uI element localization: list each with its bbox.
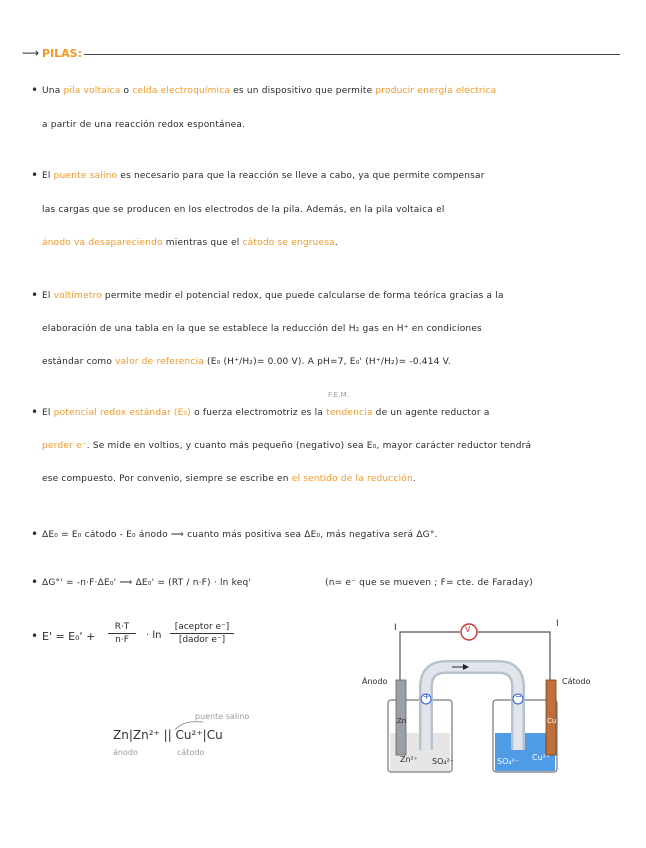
text: El	[42, 291, 54, 301]
text: .	[412, 474, 416, 484]
log-numerator: [aceptor e⁻]	[174, 622, 230, 632]
so4-left-label: SO₄²⁻	[432, 757, 455, 766]
bullet-dot: •	[31, 405, 39, 419]
voltmeter-icon: V	[465, 625, 471, 634]
p5-line: ΔE₀ = E₀ cátodo - E₀ ánodo ⟹ cuanto más positiva sea ΔE₀, más negativa será ΔG°.	[42, 530, 438, 540]
p6-right: (n= e⁻ que se mueven ; F= cte. de Faraday)	[325, 578, 533, 588]
p4-line-1	[42, 408, 490, 418]
fem-note: F.E.M.	[328, 391, 350, 399]
highlight-puente-salino: puente salino	[53, 171, 118, 181]
highlight-perder: perder e⁻	[42, 441, 87, 451]
anode-label: ánodo	[113, 748, 138, 757]
highlight-celda: celda electroquímica	[132, 86, 231, 96]
current-label-left: I	[394, 623, 397, 633]
cu-ion-label: Cu²⁺	[532, 753, 551, 762]
text: mientras que el	[162, 238, 243, 248]
current-label-right: I	[556, 619, 559, 629]
bullet-dot: •	[31, 629, 39, 643]
highlight-valor-referencia: valor de referencia	[115, 357, 204, 367]
zn-ion-label: Zn²⁺	[400, 755, 418, 764]
nernst-ln: · ln	[146, 630, 162, 641]
zn-electrode-label: Zn	[397, 717, 407, 725]
text: .	[334, 238, 338, 248]
highlight-potencial: potencial redox estándar (E₀)	[53, 408, 192, 418]
nernst-fraction	[108, 622, 136, 645]
bullet-dot: •	[31, 575, 39, 589]
p2-line-2: las cargas que se producen en los electrodos de la pila. Además, en la pila voltaica el	[42, 205, 445, 215]
fraction-denominator: n·F	[115, 635, 129, 645]
title-underline	[84, 54, 620, 55]
highlight-voltimetro: voltímetro	[53, 291, 102, 301]
p4-line-2	[42, 441, 531, 451]
text: (E₀ (H⁺/H₂)= 0.00 V). A pH=7, E₀' (H⁺/H₂)= -0.414 V.	[203, 357, 451, 367]
highlight-catodo: cátodo se engruesa	[242, 238, 335, 248]
text: El	[42, 408, 54, 418]
nernst-log-fraction	[170, 622, 234, 645]
p2-line-3	[42, 238, 338, 248]
so4-right-label: SO₄²⁻	[497, 757, 520, 766]
cathode-diagram-label: Cátodo	[562, 677, 591, 686]
salt-bridge-brace-icon	[113, 712, 273, 772]
arrow-icon: ⟶	[22, 46, 40, 60]
text: es necesario para que la reacción se lleve a cabo, ya que permite compensar	[117, 171, 485, 181]
cell-notation-main: Zn|Zn²⁺ || Cu²⁺|Cu	[113, 728, 223, 742]
bullet-dot: •	[31, 288, 39, 302]
bullet-dot: •	[31, 527, 39, 541]
highlight-sentido: el sentido de la reducción	[291, 474, 413, 484]
fraction-bar	[170, 633, 234, 634]
section-title: PILAS:	[42, 47, 82, 60]
highlight-tendencia: tendencia	[326, 408, 373, 418]
p4-line-3	[42, 474, 416, 484]
text: ese compuesto. Por convenio, siempre se escribe en	[42, 474, 292, 484]
minus-icon: −	[515, 692, 522, 701]
text: o	[120, 86, 133, 96]
plus-icon: +	[423, 692, 430, 701]
highlight-pila-voltaica: pila voltaica	[63, 86, 121, 96]
cathode-label: cátodo	[177, 748, 205, 757]
cu-electrode-label: Cu	[547, 717, 557, 725]
p1-line-1	[42, 86, 496, 96]
text: estándar como	[42, 357, 116, 367]
anode-diagram-label: Ánodo	[362, 677, 388, 686]
text: El	[42, 171, 54, 181]
fraction-bar	[108, 633, 136, 634]
bullet-dot: •	[31, 83, 39, 97]
log-denominator: [dador e⁻]	[178, 635, 226, 645]
highlight-energia: producir energía eléctrica	[375, 86, 497, 96]
section-title-row	[22, 46, 622, 62]
text: de un agente reductor a	[372, 408, 490, 418]
p3-line-2: elaboración de una tabla en la que se establece la reducción del H₂ gas en H⁺ en condiciones	[42, 324, 482, 334]
text: es un dispositivo que permite	[230, 86, 376, 96]
galvanic-cell-illustration	[360, 615, 590, 785]
text: Una	[42, 86, 64, 96]
galvanic-cell-diagram	[360, 615, 590, 785]
p3-line-3	[42, 357, 451, 367]
p2-line-1	[42, 171, 485, 181]
text: permite medir el potencial redox, que puede calcularse de forma teórica gracias a la	[101, 291, 504, 301]
p3-line-1	[42, 291, 504, 301]
nernst-lhs: E' = E₀' +	[42, 630, 96, 643]
cell-notation	[113, 712, 273, 772]
text: . Se mide en voltios, y cuanto más pequeño (negativo) sea E₀, mayor carácter reductor tendrá	[86, 441, 532, 451]
fraction-numerator: R·T	[114, 622, 130, 632]
salt-bridge-label: puente salino	[195, 712, 250, 721]
highlight-anodo: ánodo va desapareciendo	[42, 238, 163, 248]
text: o fuerza electromotriz es la	[191, 408, 327, 418]
p1-line-2: a partir de una reacción redox espontánea.	[42, 120, 246, 130]
bullet-dot: •	[31, 168, 39, 182]
p6-left: ΔG°' = -n·F·ΔE₀' ⟹ ΔE₀' = (RT / n·F) · ln keq'	[42, 578, 252, 588]
